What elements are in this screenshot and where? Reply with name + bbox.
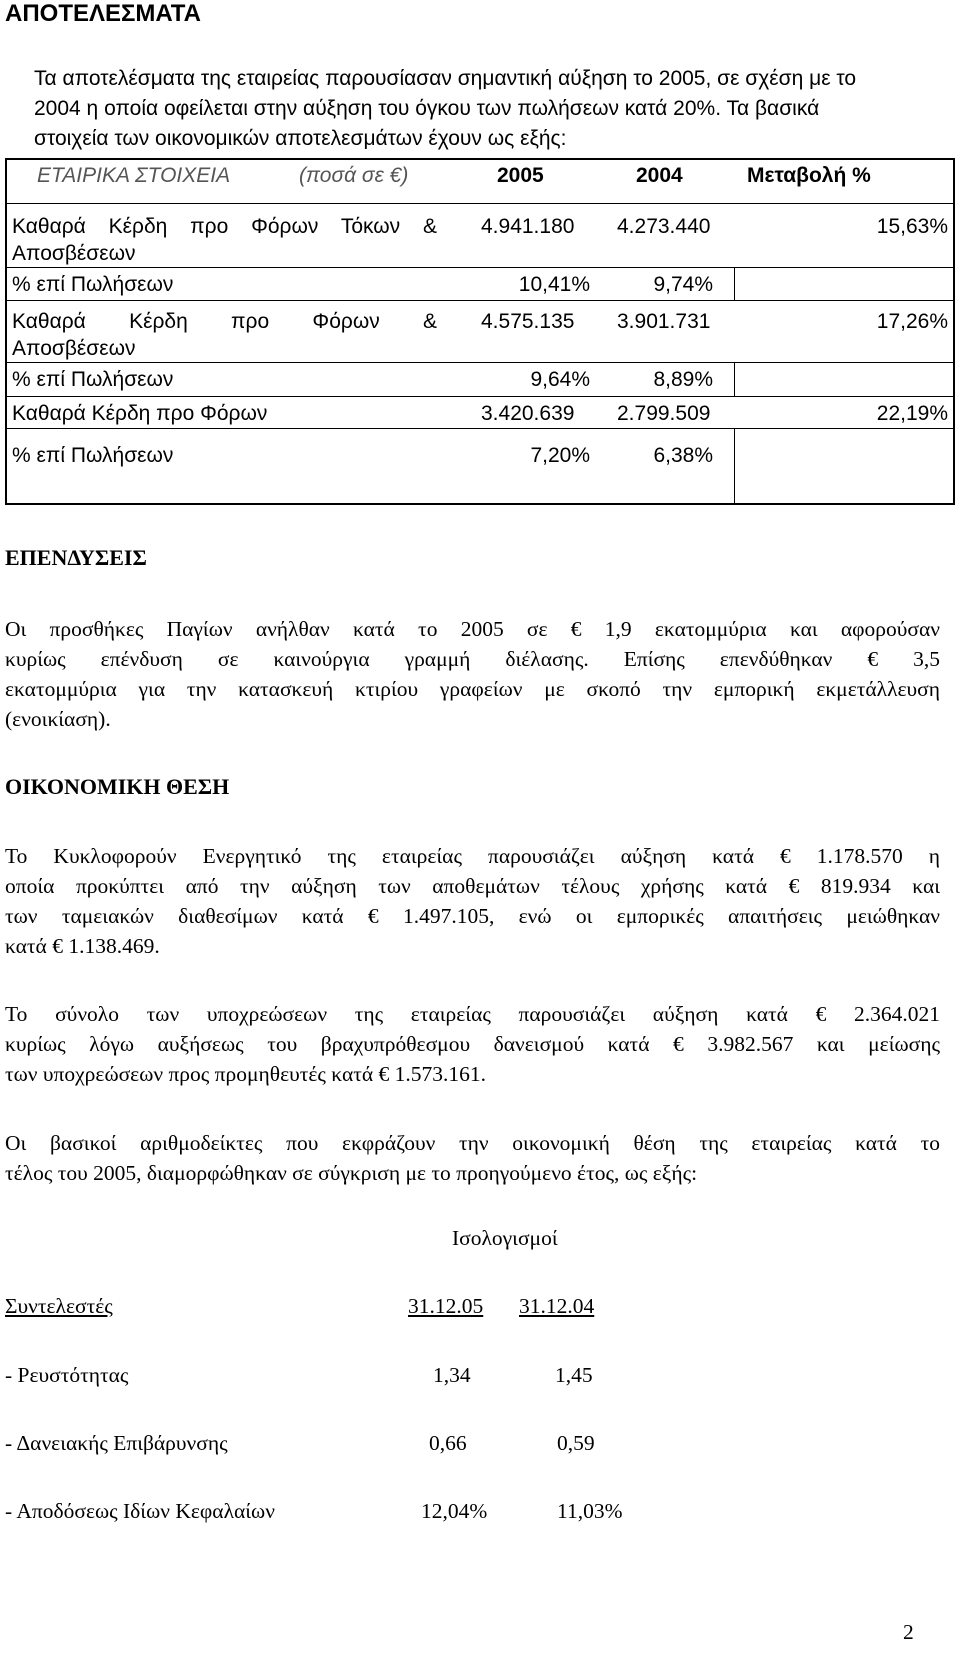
table-divider — [734, 268, 735, 300]
table-divider — [7, 362, 953, 363]
cell-2004: 8,89% — [653, 368, 713, 391]
ratio-value-2004: 11,03% — [557, 1499, 623, 1523]
table-divider — [7, 396, 953, 397]
cell-2004: 2.799.509 — [617, 402, 711, 425]
row-label: % επί Πωλήσεων — [12, 444, 174, 467]
row-label: Αποσβέσεων — [12, 242, 136, 265]
paragraph-line: εκατομμύρια για την κατασκευή κτιρίου γραφείων με σκοπό την εμπορική εκμετάλλευση — [5, 677, 940, 701]
header-2004: 2004 — [636, 164, 683, 187]
cell-2005: 10,41% — [518, 273, 590, 296]
paragraph-line: κυρίως επένδυση σε καινούργια γραμμή διέλασης. Επίσης επενδύθηκαν € 3,5 — [5, 647, 940, 671]
investments-title: ΕΠΕΝΔΥΣΕΙΣ — [5, 545, 147, 570]
header-unit: (ποσά σε €) — [299, 164, 409, 187]
page-number: 2 — [903, 1620, 914, 1644]
financial-position-title: ΟΙΚΟΝΟΜΙΚΗ ΘΕΣΗ — [5, 774, 230, 799]
table-row — [12, 215, 437, 239]
header-label: ΕΤΑΙΡΙΚΑ ΣΤΟΙΧΕΙΑ — [37, 164, 231, 187]
cell-2005: 7,20% — [530, 444, 590, 467]
financial-paragraph-2 — [5, 999, 940, 1089]
cell-change: 17,26% — [876, 310, 948, 333]
cell-2005: 4.941.180 — [481, 215, 575, 238]
row-label: Καθαρά Κέρδη προ Φόρων Τόκων & — [12, 215, 437, 238]
paragraph-line: Το σύνολο των υποχρεώσεων της εταιρείας παρουσιάζει αύξηση κατά € 2.364.021 — [5, 1002, 940, 1026]
financial-paragraph-1 — [5, 841, 940, 961]
intro-line: στοιχεία των οικονομικών αποτελεσμάτων έχουν ως εξής: — [34, 127, 567, 150]
row-label: Αποσβέσεων — [12, 337, 136, 360]
table-divider — [7, 203, 953, 204]
paragraph-line: τέλος του 2005, διαμορφώθηκαν σε σύγκριση με το προηγούμενο έτος, ως εξής: — [5, 1161, 698, 1185]
cell-2004: 3.901.731 — [617, 310, 711, 333]
header-2005: 2005 — [497, 164, 544, 187]
intro-line: 2004 η οποία οφείλεται στην αύξηση του όγκου των πωλήσεων κατά 20%. Τα βασικά — [34, 97, 820, 120]
paragraph-line: των υποχρεώσεων προς προμηθευτές κατά € 1.573.161. — [5, 1062, 486, 1086]
cell-2005: 3.420.639 — [481, 402, 575, 425]
ratio-value-2005: 1,34 — [433, 1363, 471, 1387]
ratio-value-2004: 0,59 — [557, 1431, 595, 1455]
paragraph-line: των ταμειακών διαθεσίμων κατά € 1.497.105, ενώ οι εμπορικές απαιτήσεις μειώθηκαν — [5, 904, 940, 928]
ratio-label: - Ρευστότητας — [5, 1363, 129, 1387]
ratio-value-2005: 0,66 — [429, 1431, 467, 1455]
cell-2005: 4.575.135 — [481, 310, 575, 333]
cell-2004: 9,74% — [653, 273, 713, 296]
cell-2005: 9,64% — [530, 368, 590, 391]
table-divider — [7, 428, 953, 429]
ratios-col-2004: 31.12.04 — [519, 1294, 595, 1318]
cell-change: 15,63% — [876, 215, 948, 238]
intro-line: Τα αποτελέσματα της εταιρείας παρουσίασαν σημαντική αύξηση το 2005, σε σχέση με το — [34, 67, 857, 90]
paragraph-line: Το Κυκλοφορούν Ενεργητικό της εταιρείας παρουσιάζει αύξηση κατά € 1.178.570 η — [5, 844, 940, 868]
header-change: Μεταβολή % — [747, 164, 871, 187]
ratio-value-2004: 1,45 — [555, 1363, 593, 1387]
ratio-label: - Αποδόσεως Ιδίων Κεφαλαίων — [5, 1499, 275, 1523]
ratio-value-2005: 12,04% — [421, 1499, 488, 1523]
table-divider — [7, 267, 953, 268]
cell-2004: 6,38% — [653, 444, 713, 467]
row-label: Καθαρά Κέρδη προ Φόρων & — [12, 310, 437, 333]
ratios-heading: Ισολογισμοί — [452, 1226, 558, 1250]
cell-2004: 4.273.440 — [617, 215, 711, 238]
paragraph-line: κυρίως λόγω αυξήσεως του βραχυπρόθεσμου δανεισμού κατά € 3.982.567 και μείωσης — [5, 1032, 940, 1056]
table-divider — [734, 363, 735, 396]
paragraph-line: Οι προσθήκες Παγίων ανήλθαν κατά το 2005 σε € 1,9 εκατομμύρια και αφορούσαν — [5, 617, 940, 641]
results-table — [5, 158, 955, 505]
row-label: % επί Πωλήσεων — [12, 368, 174, 391]
ratios-col-2005: 31.12.05 — [408, 1294, 484, 1318]
results-title: ΑΠΟΤΕΛΕΣΜΑΤΑ — [5, 0, 201, 27]
paragraph-line: κατά € 1.138.469. — [5, 934, 160, 958]
financial-paragraph-3 — [5, 1128, 940, 1188]
row-label: % επί Πωλήσεων — [12, 273, 174, 296]
paragraph-line: οποία προκύπτει από την αύξηση των αποθεμάτων τέλους χρήσης κατά € 819.934 και — [5, 874, 940, 898]
paragraph-line: (ενοικίαση). — [5, 707, 111, 731]
row-label: Καθαρά Κέρδη προ Φόρων — [12, 402, 268, 425]
table-row — [12, 310, 437, 334]
investments-paragraph — [5, 614, 940, 734]
table-divider — [7, 300, 953, 301]
ratios-col-label: Συντελεστές — [5, 1294, 113, 1318]
paragraph-line: Οι βασικοί αριθμοδείκτες που εκφράζουν την οικονομική θέση της εταιρείας κατά το — [5, 1131, 940, 1155]
ratio-label: - Δανειακής Επιβάρυνσης — [5, 1431, 228, 1455]
table-divider — [734, 429, 735, 503]
cell-change: 22,19% — [876, 402, 948, 425]
results-intro — [34, 64, 930, 154]
